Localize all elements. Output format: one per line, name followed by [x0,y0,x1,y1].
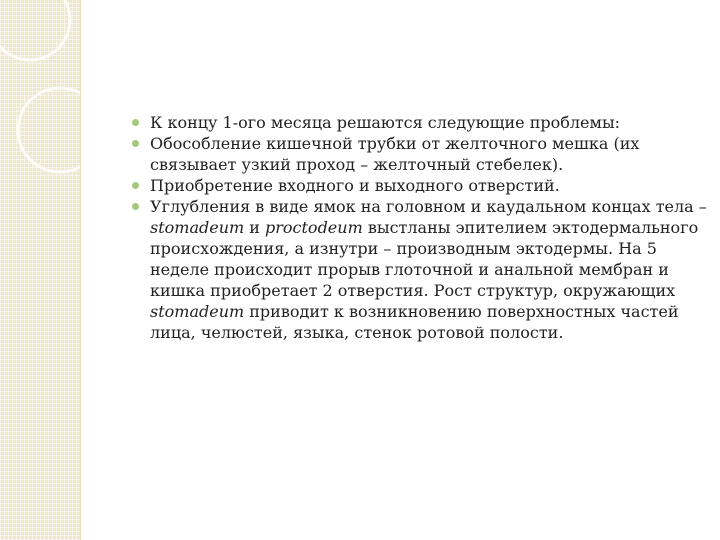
decorative-circles [0,0,80,540]
term-proctodeum: proctodeum [265,218,363,237]
list-item-text: приводит к возникновению поверхностных частей лица, челюстей, языка, стенок ротовой полости. [150,302,679,342]
bullet-list [130,112,710,343]
list-item [130,112,710,133]
list-item [130,175,710,196]
list-item [130,133,710,175]
list-item-text: Приобретение входного и выходного отверстий. [150,176,560,195]
bullet-dot-icon [132,119,139,126]
bullet-dot-icon [132,182,139,189]
list-item-text: Обособление кишечной трубки от желточного мешка (их связывает узкий проход – желточный стебелек). [150,134,640,174]
list-item [130,196,710,343]
term-stomadeum: stomadeum [150,302,245,321]
term-stomadeum: stomadeum [150,218,245,237]
slide-body [130,112,710,343]
list-item-text: К концу 1-ого месяца решаются следующие проблемы: [150,113,621,132]
bullet-dot-icon [132,203,139,210]
bullet-dot-icon [132,140,139,147]
list-item-text: и [244,218,266,237]
list-item-text: Углубления в виде ямок на головном и каудальном концах тела – [150,197,707,216]
list-item-text: выстланы эпителием эктодермального происхождения, а изнутри – производным эктодермы. На 5 неделе происходит прорыв глоточной и анальной мембран и кишка приобретает 2 отверстия. Рост структур, окружающих [150,218,699,300]
